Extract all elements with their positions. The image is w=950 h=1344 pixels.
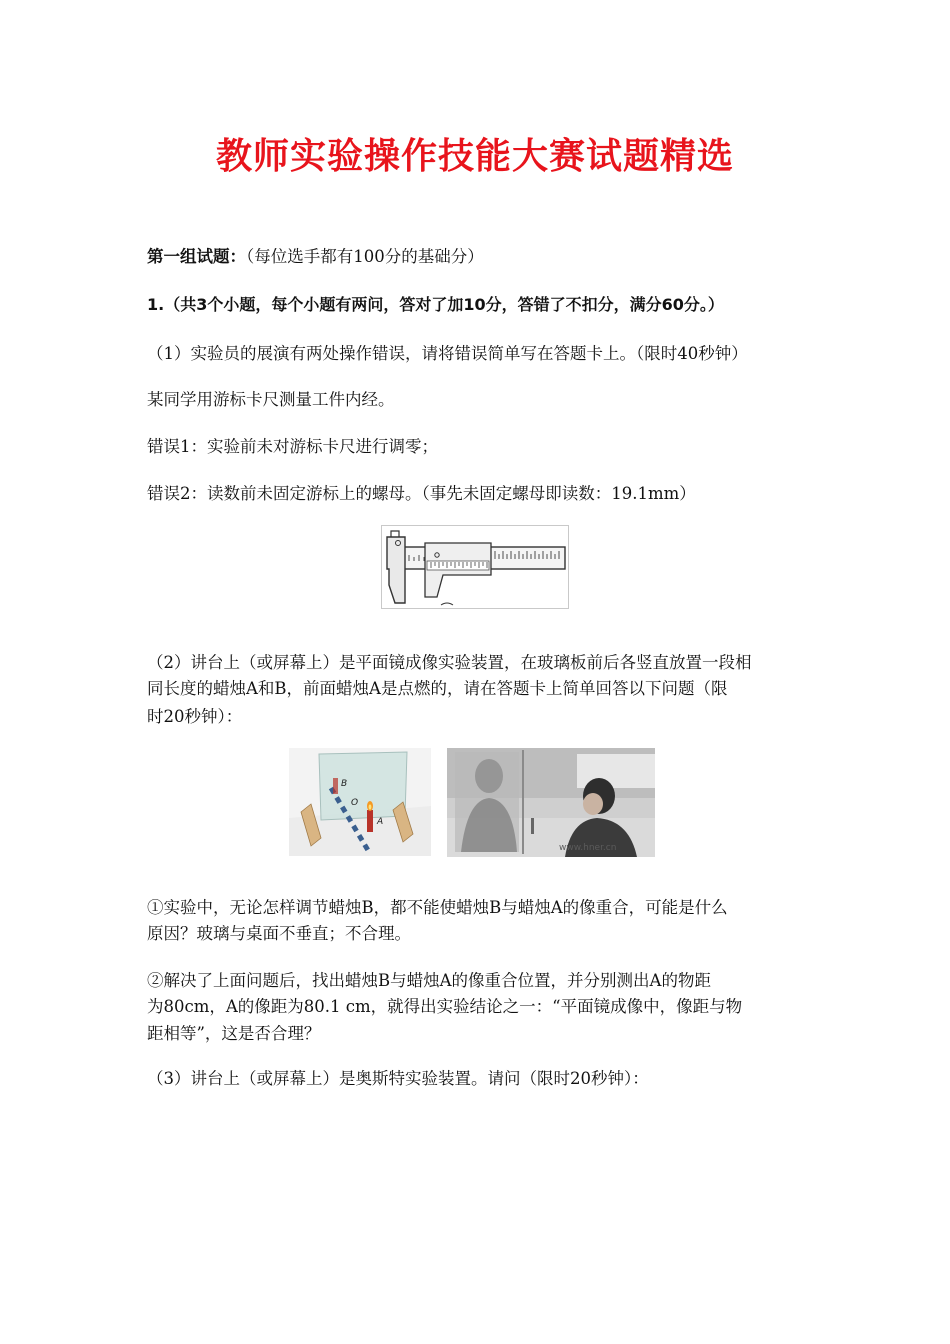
- group-heading: [147, 243, 809, 271]
- document-title: 教师实验操作技能大赛试题精选: [215, 136, 734, 177]
- vernier-caliper-figure: [381, 525, 569, 609]
- sub-question-2-prompt-line-1: （2）讲台上（或屏幕上）是平面镜成像实验装置，在玻璃板前后各竖直放置一段相: [147, 653, 752, 672]
- sub-question-2-q1-line-2: 原因？玻璃与桌面不垂直；不合理。: [147, 924, 411, 943]
- question-1-header: 1.（共3个小题，每个小题有两问，答对了加10分，答错了不扣分，满分60分。）: [147, 295, 724, 314]
- sub-question-2-prompt-line-3: 时20秒钟）：: [147, 707, 243, 726]
- group-label: 第一组试题：: [147, 247, 246, 266]
- sub-question-1-prompt: （1）实验员的展演有两处操作错误，请将错误简单写在答题卡上。（限时40秒钟）: [147, 344, 748, 363]
- sub-question-2-q1-line-1: ①实验中，无论怎样调节蜡烛B，都不能使蜡烛B与蜡烛A的像重合，可能是什么: [147, 898, 728, 917]
- label-a: A: [377, 817, 384, 827]
- sub-question-2-q2-line-1: ②解决了上面问题后，找出蜡烛B与蜡烛A的像重合位置，并分别测出A的物距: [147, 971, 711, 990]
- sub-question-1-scenario: 某同学用游标卡尺测量工件内经。: [147, 390, 395, 409]
- sub-question-3-prompt: （3）讲台上（或屏幕上）是奥斯特实验装置。请问（限时20秒钟）：: [147, 1069, 649, 1088]
- sub-question-2-q2-line-3: 距相等”，这是否合理？: [147, 1024, 321, 1043]
- error-2-text: 错误2：读数前未固定游标上的螺母。（事先未固定螺母即读数：19.1mm）: [147, 484, 696, 503]
- label-b: B: [341, 779, 348, 789]
- sub-question-2-q2-line-2: 为80cm，A的像距为80.1 cm，就得出实验结论之一：“平面镜成像中，像距与物: [147, 997, 743, 1016]
- plane-mirror-apparatus-figure: [289, 748, 431, 856]
- group-note: （每位选手都有100分的基础分）: [246, 247, 484, 266]
- sub-question-2-prompt-line-2: 同长度的蜡烛A和B，前面蜡烛A是点燃的，请在答题卡上简单回答以下问题（限: [147, 679, 728, 698]
- label-o: O: [351, 798, 359, 808]
- error-1-text: 错误1：实验前未对游标卡尺进行调零；: [147, 437, 438, 456]
- classroom-experiment-photo: [447, 748, 655, 857]
- photo-watermark: www.hner.cn: [559, 843, 617, 853]
